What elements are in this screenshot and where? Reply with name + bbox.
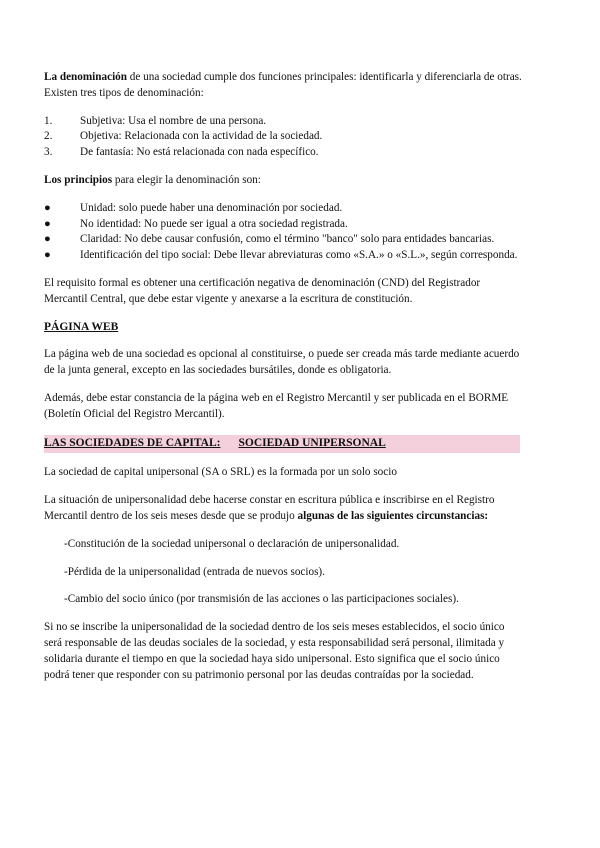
list-item-text: Unidad: solo puede haber una denominación por sociedad. (80, 201, 343, 214)
tipo-text: : Usa el nombre de una persona. (122, 114, 267, 127)
principios-text: para elegir la denominación son: (112, 173, 261, 186)
list-number: 1. (44, 114, 53, 127)
list-item (44, 248, 524, 264)
circunstancia-item: -Cambio del socio único (por transmisión de las acciones o las participaciones sociales). (64, 593, 459, 606)
requisito-paragraph: El requisito formal es obtener una certificación negativa de denominación (CND) del Registrador Mercantil Central, que debe estar vigente y anexarse a la escritura de constitución. (44, 276, 481, 305)
list-number: 3. (44, 146, 53, 159)
conclusion-paragraph: Si no se inscribe la unipersonalidad de la sociedad dentro de los seis meses establecidos, el socio único será responsable de las deudas sociales de la sociedad, y esta responsabilidad será personal, ilimitada y solidaria durante el tiempo en que la sociedad haya sido unipersonal. Esto significa que el socio único podrá tener que responder con su patrimonio personal por las deudas contraídas por la sociedad. (44, 621, 505, 681)
circunstancia-item: -Pérdida de la unipersonalidad (entrada de nuevos socios). (64, 565, 325, 578)
document-body (44, 70, 524, 695)
tipo-text: : Relacionada con la actividad de la sociedad. (118, 130, 323, 143)
tipo-term: Objetiva (80, 130, 119, 143)
list-number: 2. (44, 130, 53, 143)
list-item-text: No identidad: No puede ser igual a otra sociedad registrada. (80, 217, 348, 230)
denominacion-text: de una sociedad cumple dos funciones principales: identificarla y diferenciarla de otras. Existen tres tipos de denominación: (44, 71, 522, 99)
principios-term: Los principios (44, 173, 113, 186)
list-item (44, 232, 524, 248)
list-item (44, 145, 524, 161)
principios-list (44, 201, 524, 264)
situacion-bold: algunas de las siguientes circunstancias: (297, 509, 489, 522)
bullet-icon: ● (44, 217, 51, 230)
list-item (44, 217, 524, 233)
tipo-term: Subjetiva (80, 114, 123, 127)
sociedades-heading-right: SOCIEDAD UNIPERSONAL (238, 436, 386, 449)
pagina-web-paragraph-2: Además, debe estar constancia de la página web en el Registro Mercantil y ser publicada en el BORME (Boletín Oficial del Registro Mercantil). (44, 391, 509, 420)
list-item (44, 114, 524, 130)
denominacion-term: La denominación (44, 71, 127, 83)
sociedades-heading-left: LAS SOCIEDADES DE CAPITAL: (44, 436, 221, 449)
list-item-text: Identificación del tipo social: Debe llevar abreviaturas como «S.A.» o «S.L.», según corresponda. (80, 249, 518, 262)
tipos-list (44, 114, 524, 161)
tipo-term: De fantasía (80, 146, 131, 159)
pagina-web-heading: PÁGINA WEB (44, 320, 119, 333)
unipersonal-intro: La sociedad de capital unipersonal (SA o SRL) es la formada por un solo socio (44, 466, 397, 479)
list-item (44, 129, 524, 145)
principios-paragraph (44, 173, 524, 189)
sociedades-heading (44, 435, 520, 454)
tipo-text: : No está relacionada con nada específico. (130, 146, 319, 159)
list-item (44, 201, 524, 217)
circunstancia-item: -Constitución de la sociedad unipersonal o declaración de unipersonalidad. (64, 537, 400, 550)
bullet-icon: ● (44, 249, 51, 262)
situacion-text: La situación de unipersonalidad debe hacerse constar en escritura pública e inscribirse en el Registro Mercantil dentro de los seis meses desde que se produjo (44, 494, 495, 522)
situacion-paragraph (44, 493, 524, 525)
pagina-web-paragraph-1: La página web de una sociedad es opcional al constituirse, o puede ser creada más tarde mediante acuerdo de la junta general, excepto en las sociedades bursátiles, donde es obligatoria. (44, 348, 520, 377)
bullet-icon: ● (44, 233, 51, 246)
list-item-text: Claridad: No debe causar confusión, como el término "banco" solo para entidades bancarias. (80, 233, 495, 246)
denominacion-paragraph (44, 70, 524, 102)
bullet-icon: ● (44, 201, 51, 214)
